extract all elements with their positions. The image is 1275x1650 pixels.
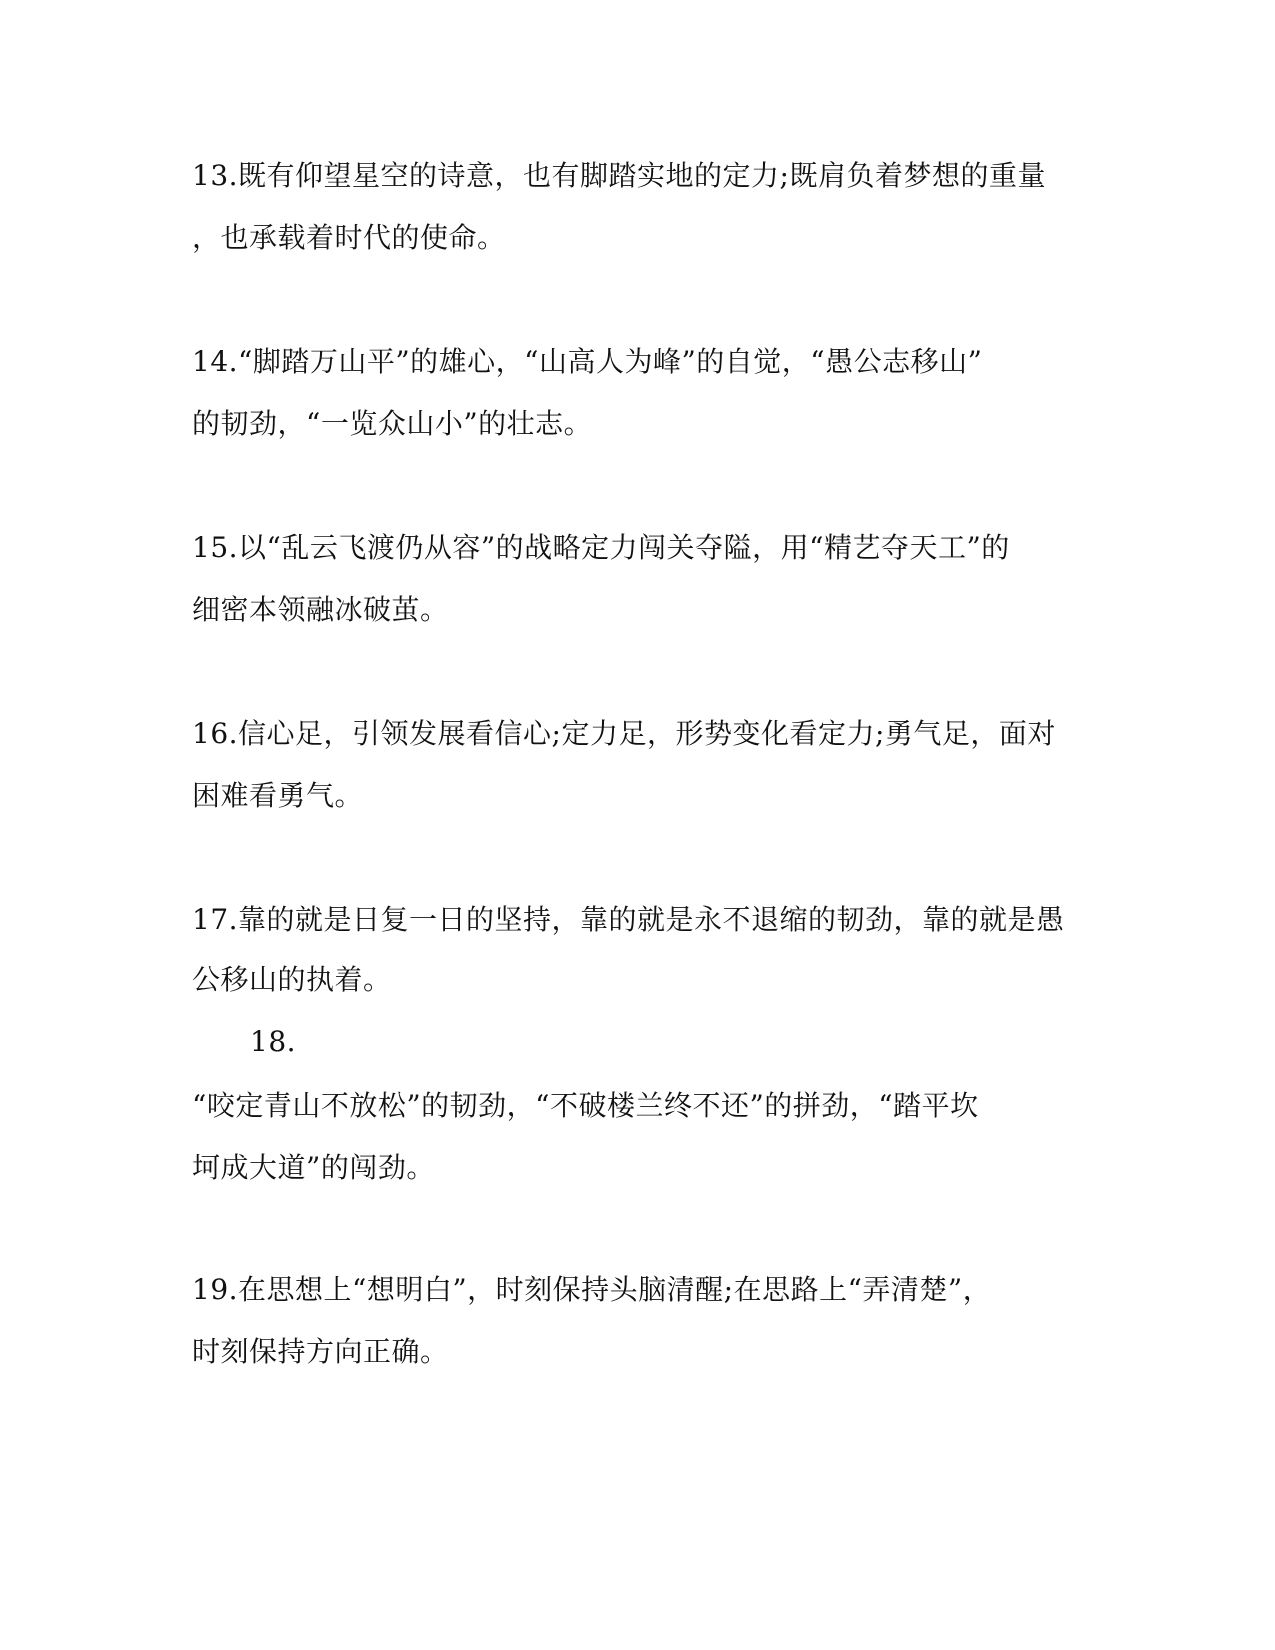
item-16-line-1: 16.信心足，引领发展看信心;定力足，形势变化看定力;勇气足，面对 [192,717,1056,750]
item-13-line-1: 13.既有仰望星空的诗意，也有脚踏实地的定力;既肩负着梦想的重量 [192,159,1046,192]
item-18-number: 18. [250,1025,297,1058]
item-15-line-2: 细密本领融冰破茧。 [192,593,449,626]
item-17-line-2: 公移山的执着。 [192,963,392,996]
item-16-line-2: 困难看勇气。 [192,779,364,812]
item-14-line-1: 14.“脚踏万山平”的雄心，“山高人为峰”的自觉，“愚公志移山” [192,345,983,378]
item-13-line-2: ，也承载着时代的使命。 [192,221,506,254]
item-18-line-2: 坷成大道”的闯劲。 [192,1151,435,1184]
item-19-line-1: 19.在思想上“想明白”，时刻保持头脑清醒;在思路上“弄清楚”， [192,1273,992,1306]
item-19-line-2: 时刻保持方向正确。 [192,1335,449,1368]
item-18-line-1: “咬定青山不放松”的韧劲，“不破楼兰终不还”的拼劲，“踏平坎 [192,1089,979,1122]
item-14-line-2: 的韧劲，“一览众山小”的壮志。 [192,407,593,440]
item-17-line-1: 17.靠的就是日复一日的坚持，靠的就是永不退缩的韧劲，靠的就是愚 [192,903,1065,936]
item-15-line-1: 15.以“乱云飞渡仍从容”的战略定力闯关夺隘，用“精艺夺天工”的 [192,531,1010,564]
